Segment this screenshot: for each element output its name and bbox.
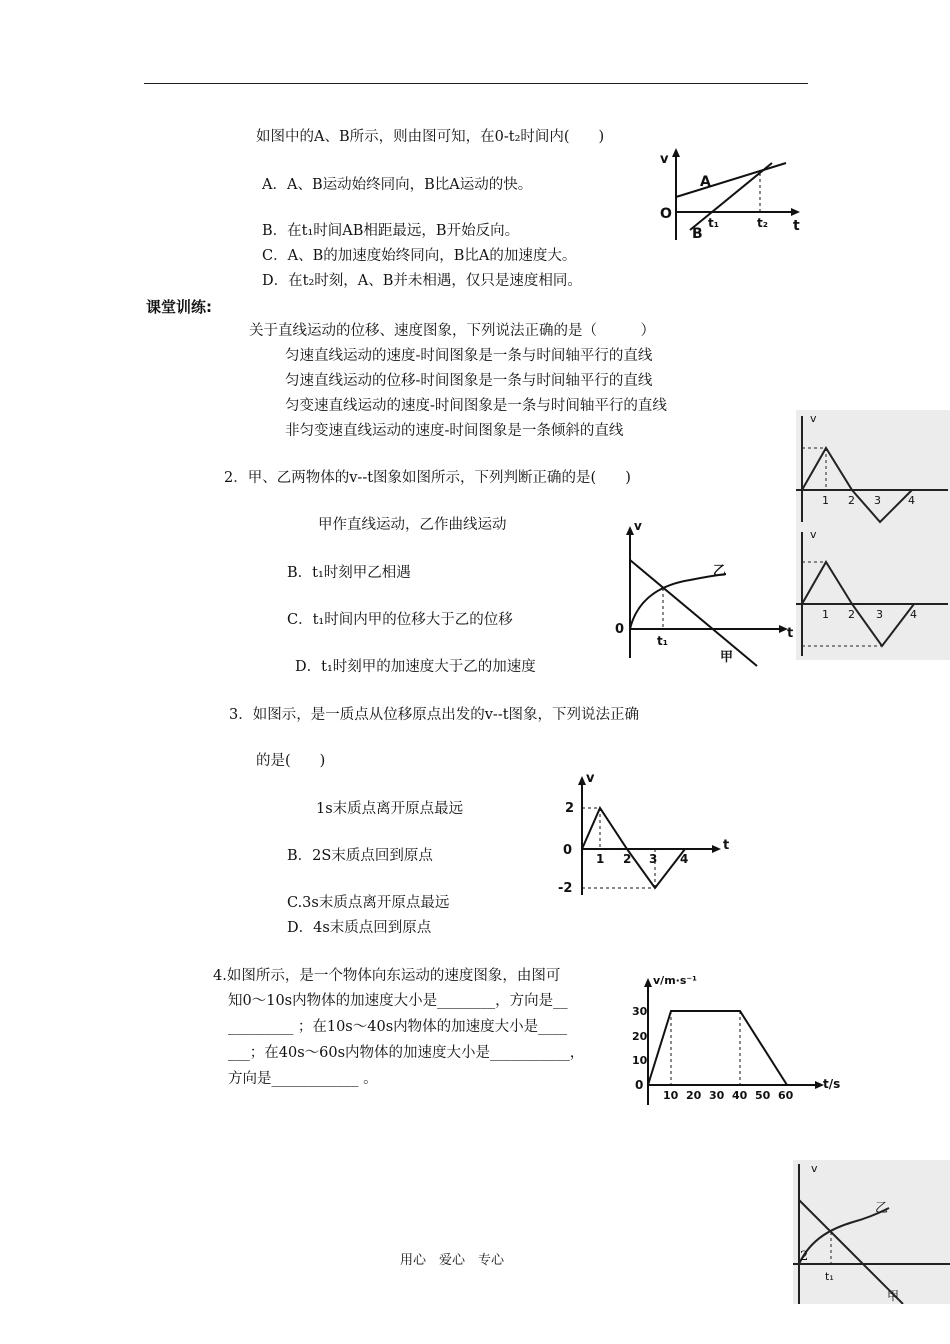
q4-x-tick-30: 30 bbox=[709, 1089, 725, 1102]
q2-label-v: v bbox=[634, 519, 642, 533]
intro-label-b: B bbox=[692, 226, 703, 242]
q3-label-o: 0 bbox=[563, 843, 573, 858]
side1-x4: 4 bbox=[908, 494, 915, 507]
q4-y-arrow bbox=[644, 978, 652, 987]
q3-vt-graph bbox=[555, 770, 740, 900]
side2-x3: 3 bbox=[876, 608, 883, 621]
intro-x-arrow bbox=[791, 208, 800, 216]
q3-tick-x2: 2 bbox=[623, 852, 632, 866]
q4-y-tick-10: 10 bbox=[632, 1054, 648, 1067]
side1-x1: 1 bbox=[822, 494, 829, 507]
q1-option-d: 非匀变速直线运动的速度-时间图象是一条倾斜的直线 bbox=[285, 423, 624, 439]
q2-stem: 2．甲、乙两物体的v--t图象如图所示，下列判断正确的是( ) bbox=[224, 470, 631, 486]
intro-label-a: A bbox=[700, 174, 711, 190]
q4-line-3: _________ ；在10s～40s内物体的加速度大小是____ bbox=[228, 1019, 568, 1035]
q2-label-jia: 甲 bbox=[720, 650, 734, 665]
side-scan-graph-3 bbox=[793, 1160, 950, 1304]
q2-jia-yi-graph bbox=[610, 518, 800, 668]
q3-option-c: C.3s末质点离开原点最远 bbox=[287, 895, 450, 911]
intro-option-c: C．A、B的加速度始终同向，B比A的加速度大。 bbox=[262, 248, 577, 264]
intro-option-b: B．在t₁时间AB相距最远，B开始反向。 bbox=[262, 223, 520, 239]
intro-option-a: A．A、B运动始终同向，B比A运动的快。 bbox=[262, 177, 533, 193]
q2-y-arrow bbox=[626, 526, 634, 535]
q3-tick-neg2: -2 bbox=[558, 881, 573, 896]
q3-tick-2: 2 bbox=[565, 801, 575, 816]
q3-stem: 3．如图示，是一质点从位移原点出发的v--t图象，下列说法正确 bbox=[229, 707, 640, 723]
page-number: 2 bbox=[800, 1249, 809, 1264]
q4-velocity-line bbox=[648, 1011, 787, 1085]
q4-label-o: 0 bbox=[635, 1078, 644, 1092]
q4-line-1: 4.如图所示，是一个物体向东运动的速度图象，由图可 bbox=[213, 968, 561, 984]
q3-x-arrow bbox=[712, 845, 721, 853]
q4-x-tick-50: 50 bbox=[755, 1089, 771, 1102]
q2-line-jia bbox=[630, 560, 757, 666]
q3-option-a: 1s末质点离开原点最远 bbox=[316, 801, 464, 817]
side2-x1: 1 bbox=[822, 608, 829, 621]
q2-label-t: t bbox=[787, 626, 794, 641]
side3-yi: 乙 bbox=[875, 1201, 889, 1216]
q4-x-tick-60: 60 bbox=[778, 1089, 794, 1102]
q1-option-c: 匀变速直线运动的速度-时间图象是一条与时间轴平行的直线 bbox=[285, 398, 667, 414]
q2-label-o: 0 bbox=[615, 622, 625, 637]
q4-y-label: v/m·s⁻¹ bbox=[653, 974, 697, 987]
q4-x-tick-40: 40 bbox=[732, 1089, 748, 1102]
q4-line-4: ___；在40s～60s内物体的加速度大小是___________， bbox=[228, 1045, 585, 1061]
q3-label-v: v bbox=[586, 771, 595, 786]
intro-label-t1: t₁ bbox=[708, 216, 719, 230]
footer-motto: 用心 爱心 专心 bbox=[400, 1253, 505, 1268]
q4-x-tick-10: 10 bbox=[663, 1089, 679, 1102]
q3-tick-x4: 4 bbox=[680, 852, 689, 866]
q4-x-label: t/s bbox=[823, 1077, 841, 1091]
intro-label-t2: t₂ bbox=[757, 216, 768, 230]
intro-stem: 如图中的A、B所示，则由图可知，在0-t₂时间内( ) bbox=[256, 129, 605, 145]
q4-y-tick-20: 20 bbox=[632, 1030, 648, 1043]
intro-line-a bbox=[676, 163, 786, 197]
intro-label-t: t bbox=[793, 218, 800, 234]
side2-v: v bbox=[810, 528, 817, 541]
q2-label-yi: 乙 bbox=[713, 564, 727, 579]
q2-option-a: 甲作直线运动，乙作曲线运动 bbox=[318, 517, 507, 533]
q1-option-a: 匀速直线运动的速度-时间图象是一条与时间轴平行的直线 bbox=[285, 348, 653, 364]
q4-y-tick-30: 30 bbox=[632, 1005, 648, 1018]
q3-option-b: B．2S末质点回到原点 bbox=[287, 848, 433, 864]
q3-tick-x1: 1 bbox=[596, 852, 605, 866]
q2-option-b: B．t₁时刻甲乙相遇 bbox=[287, 565, 411, 581]
side-scan-graph-2 bbox=[796, 526, 950, 660]
side-scan-graph-1 bbox=[796, 410, 950, 526]
side1-x3: 3 bbox=[874, 494, 881, 507]
q1-option-b: 匀速直线运动的位移-时间图象是一条与时间轴平行的直线 bbox=[285, 373, 653, 389]
header-rule bbox=[144, 83, 808, 84]
intro-label-o: O bbox=[660, 206, 672, 222]
side3-v: v bbox=[811, 1162, 818, 1175]
intro-ab-graph bbox=[650, 145, 810, 250]
q3-y-arrow bbox=[578, 776, 586, 785]
q1-stem: 关于直线运动的位移、速度图象，下列说法正确的是（ ） bbox=[249, 323, 655, 339]
intro-option-d: D．在t₂时刻，A、B并未相遇，仅只是速度相同。 bbox=[262, 273, 582, 289]
q2-option-d: D．t₁时刻甲的加速度大于乙的加速度 bbox=[295, 659, 536, 675]
q2-option-c: C．t₁时间内甲的位移大于乙的位移 bbox=[287, 612, 513, 628]
side3-jia: 甲 bbox=[887, 1289, 900, 1303]
q3-stem-cont: 的是( ) bbox=[256, 753, 326, 769]
side1-v: v bbox=[810, 412, 817, 425]
q4-x-tick-20: 20 bbox=[686, 1089, 702, 1102]
q4-line-5: 方向是____________ 。 bbox=[228, 1071, 378, 1087]
side2-x4: 4 bbox=[910, 608, 917, 621]
q2-curve-yi bbox=[630, 574, 726, 629]
q2-label-t1: t₁ bbox=[657, 634, 668, 648]
section-title: 课堂训练: bbox=[146, 298, 212, 316]
intro-label-v: v bbox=[660, 152, 669, 167]
side3-t1: t₁ bbox=[825, 1270, 834, 1283]
q3-option-d: D．4s末质点回到原点 bbox=[287, 920, 432, 936]
side1-x2: 2 bbox=[848, 494, 855, 507]
q4-line-2: 知0～10s内物体的加速度大小是________，方向是__ bbox=[228, 993, 568, 1009]
q3-label-t: t bbox=[723, 838, 730, 853]
intro-y-arrow bbox=[672, 148, 680, 157]
side2-x2: 2 bbox=[848, 608, 855, 621]
q3-tick-x3: 3 bbox=[649, 852, 658, 866]
q4-velocity-graph bbox=[625, 970, 855, 1110]
